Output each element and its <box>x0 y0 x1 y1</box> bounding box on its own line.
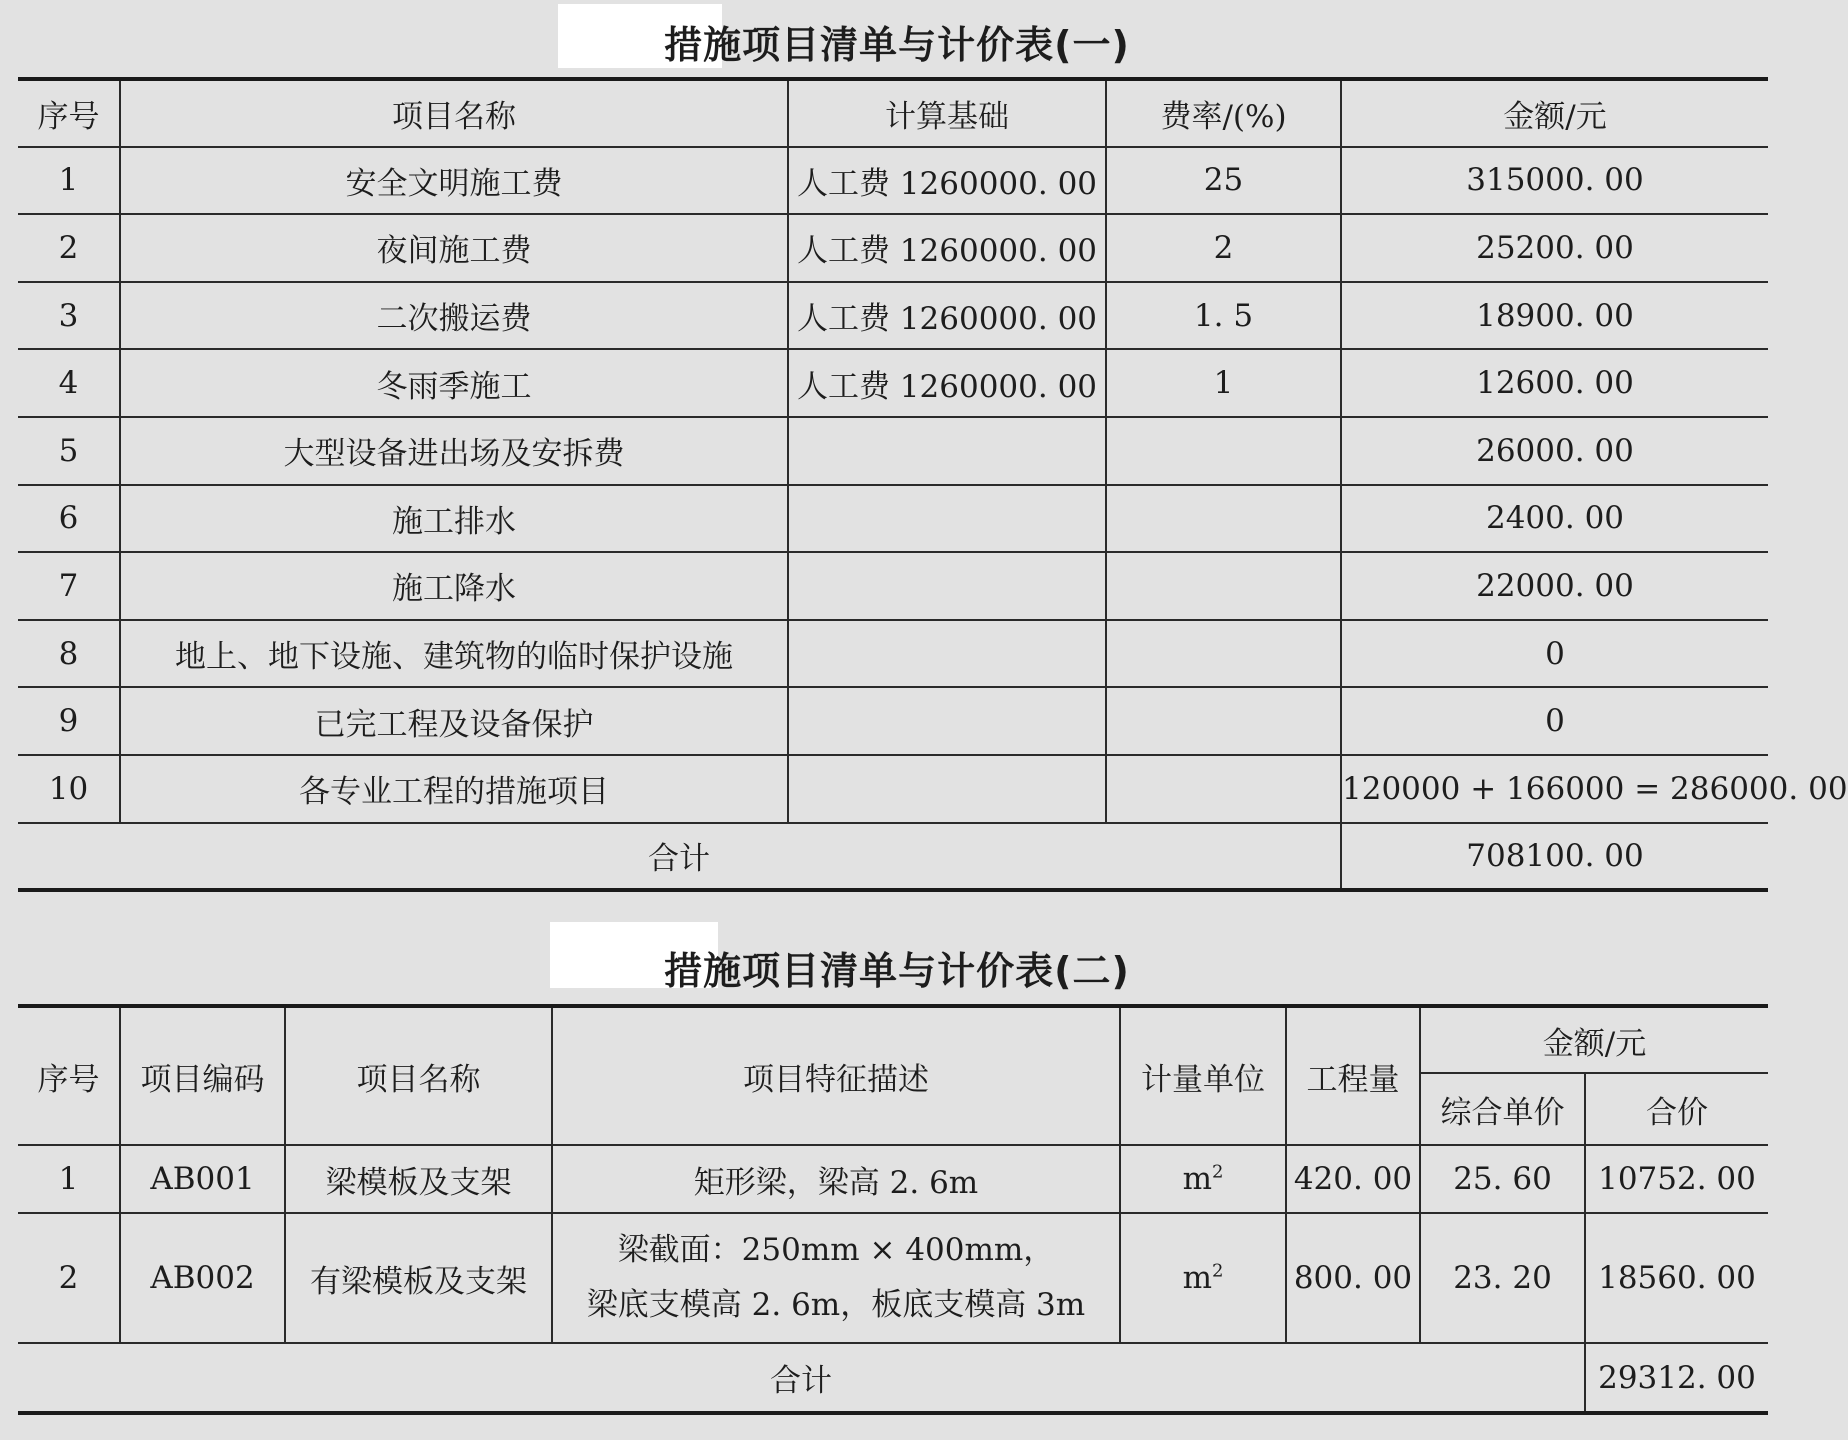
row-rate: 2 <box>1106 214 1341 282</box>
row-name: 冬雨季施工 <box>120 349 788 417</box>
unit-superscript: 2 <box>1211 1260 1224 1282</box>
t2-header-total-price: 合价 <box>1585 1073 1768 1145</box>
row-rate <box>1106 755 1341 823</box>
measures-table-1 <box>18 77 1848 892</box>
row-unit-price: 23. 20 <box>1420 1213 1585 1343</box>
row-name: 梁模板及支架 <box>285 1145 552 1213</box>
t1-header-amount: 金额/元 <box>1341 79 1768 147</box>
row-rate <box>1106 417 1341 485</box>
row-name: 安全文明施工费 <box>120 147 788 215</box>
row-basis <box>788 687 1106 755</box>
row-rate: 1 <box>1106 349 1341 417</box>
row-desc-line: 梁底支模高 2. 6m，板底支模高 3m <box>586 1287 1086 1323</box>
row-basis <box>788 552 1106 620</box>
row-name: 大型设备进出场及安拆费 <box>120 417 788 485</box>
row-name: 各专业工程的措施项目 <box>120 755 788 823</box>
row-no: 5 <box>18 417 120 485</box>
table-row <box>18 147 1768 215</box>
row-desc <box>552 1145 1120 1213</box>
unit-text: m <box>1182 1161 1212 1197</box>
t2-header-code: 项目编码 <box>120 1006 285 1145</box>
row-no: 7 <box>18 552 120 620</box>
t2-header-name: 项目名称 <box>285 1006 552 1145</box>
total-label: 合计 <box>18 1343 1585 1413</box>
table1-total-row <box>18 823 1768 891</box>
row-basis <box>788 620 1106 688</box>
table-row <box>18 687 1768 755</box>
row-name: 二次搬运费 <box>120 282 788 350</box>
row-desc <box>552 1213 1120 1343</box>
row-rate <box>1106 552 1341 620</box>
row-amount: 120000 + 166000 = 286000. 00 <box>1341 755 1768 823</box>
table1-header-row <box>18 79 1768 147</box>
table-row <box>18 1145 1768 1213</box>
t2-header-desc: 项目特征描述 <box>552 1006 1120 1145</box>
row-no: 9 <box>18 687 120 755</box>
row-rate: 25 <box>1106 147 1341 215</box>
t1-header-name: 项目名称 <box>120 79 788 147</box>
total-label: 合计 <box>18 823 1341 891</box>
row-rate <box>1106 620 1341 688</box>
table-row <box>18 620 1768 688</box>
row-amount: 0 <box>1341 687 1768 755</box>
row-amount: 18900. 00 <box>1341 282 1768 350</box>
row-basis: 人工费 1260000. 00 <box>788 349 1106 417</box>
unit-superscript: 2 <box>1211 1161 1224 1183</box>
row-amount: 26000. 00 <box>1341 417 1768 485</box>
table-row <box>18 282 1768 350</box>
t1-header-no: 序号 <box>18 79 120 147</box>
row-unit-price: 25. 60 <box>1420 1145 1585 1213</box>
t1-header-rate: 费率/(%) <box>1106 79 1341 147</box>
table2-total-row <box>18 1343 1768 1413</box>
row-name: 施工降水 <box>120 552 788 620</box>
row-amount: 2400. 00 <box>1341 485 1768 553</box>
row-basis: 人工费 1260000. 00 <box>788 214 1106 282</box>
table-row <box>18 1213 1768 1343</box>
row-desc-line: 矩形梁，梁高 2. 6m <box>693 1164 979 1201</box>
table2-header-row <box>18 1006 1768 1073</box>
row-name: 已完工程及设备保护 <box>120 687 788 755</box>
row-no: 3 <box>18 282 120 350</box>
row-no: 6 <box>18 485 120 553</box>
row-qty: 420. 00 <box>1286 1145 1420 1213</box>
table-row <box>18 417 1768 485</box>
row-total: 10752. 00 <box>1585 1145 1768 1213</box>
row-name: 夜间施工费 <box>120 214 788 282</box>
unit-text: m <box>1182 1260 1212 1296</box>
row-rate <box>1106 485 1341 553</box>
t2-header-qty: 工程量 <box>1286 1006 1420 1145</box>
row-unit <box>1120 1145 1286 1213</box>
table-row <box>18 552 1768 620</box>
row-name: 施工排水 <box>120 485 788 553</box>
t2-header-unit-price: 综合单价 <box>1420 1073 1585 1145</box>
row-desc-line: 梁截面：250mm × 400mm， <box>617 1232 1055 1268</box>
table-row <box>18 349 1768 417</box>
total-amount: 708100. 00 <box>1341 823 1768 891</box>
row-name: 地上、地下设施、建筑物的临时保护设施 <box>120 620 788 688</box>
row-basis <box>788 755 1106 823</box>
row-amount: 12600. 00 <box>1341 349 1768 417</box>
row-qty: 800. 00 <box>1286 1213 1420 1343</box>
row-unit <box>1120 1213 1286 1343</box>
row-amount: 0 <box>1341 620 1768 688</box>
t1-header-basis: 计算基础 <box>788 79 1106 147</box>
row-no: 8 <box>18 620 120 688</box>
row-no: 2 <box>18 214 120 282</box>
row-no: 2 <box>18 1213 120 1343</box>
table2-title: 措施项目清单与计价表(二) <box>664 949 1130 993</box>
row-basis <box>788 417 1106 485</box>
row-total: 18560. 00 <box>1585 1213 1768 1343</box>
row-amount: 315000. 00 <box>1341 147 1768 215</box>
t2-header-amount-group: 金额/元 <box>1420 1006 1768 1073</box>
row-rate <box>1106 687 1341 755</box>
measures-table-2 <box>18 1004 1768 1415</box>
row-amount: 25200. 00 <box>1341 214 1768 282</box>
row-no: 4 <box>18 349 120 417</box>
row-no: 1 <box>18 1145 120 1213</box>
row-code: AB002 <box>120 1213 285 1343</box>
row-basis: 人工费 1260000. 00 <box>788 282 1106 350</box>
row-basis <box>788 485 1106 553</box>
row-name: 有梁模板及支架 <box>285 1213 552 1343</box>
t2-header-no: 序号 <box>18 1006 120 1145</box>
total-amount: 29312. 00 <box>1585 1343 1768 1413</box>
table-row <box>18 485 1768 553</box>
row-basis: 人工费 1260000. 00 <box>788 147 1106 215</box>
row-no: 1 <box>18 147 120 215</box>
row-rate: 1. 5 <box>1106 282 1341 350</box>
table-row <box>18 755 1768 823</box>
table-row <box>18 214 1768 282</box>
t2-header-unit: 计量单位 <box>1120 1006 1286 1145</box>
row-no: 10 <box>18 755 120 823</box>
row-code: AB001 <box>120 1145 285 1213</box>
table1-title: 措施项目清单与计价表(一) <box>664 23 1130 67</box>
row-amount: 22000. 00 <box>1341 552 1768 620</box>
